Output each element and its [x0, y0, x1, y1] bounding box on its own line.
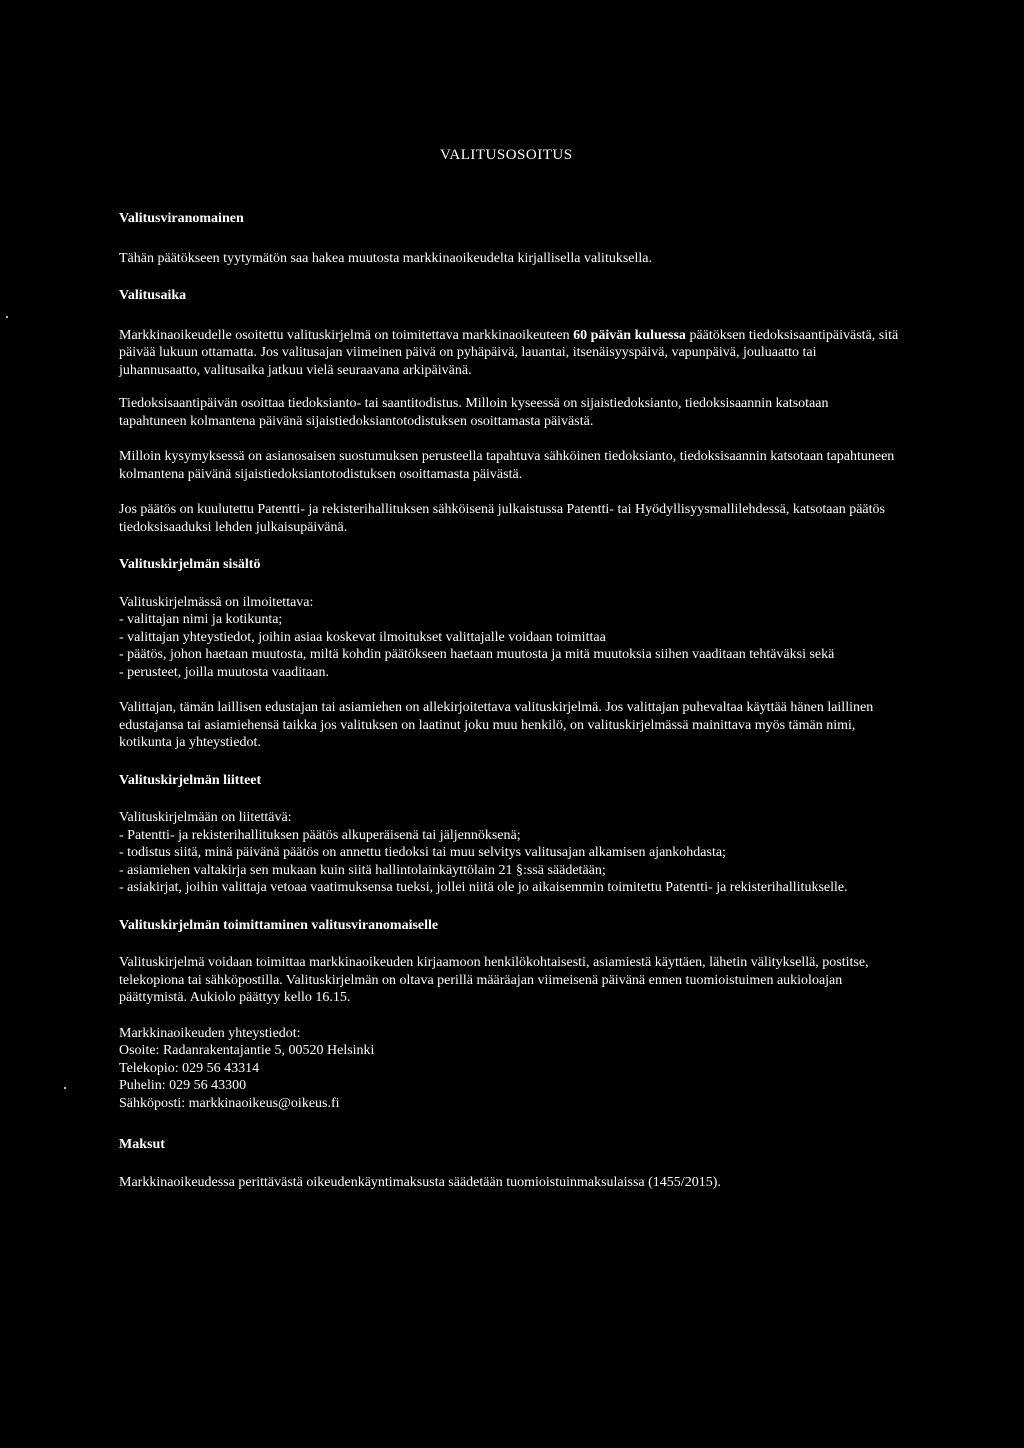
section-heading: Valituskirjelmän liitteet: [119, 772, 262, 788]
requirements-list: [119, 611, 899, 681]
section-heading: Valituskirjelmän sisältö: [119, 557, 261, 572]
contact-email: Sähköposti: markkinaoikeus@oikeus.fi: [119, 1095, 340, 1111]
contact-address: Osoite: Radanrakentajantie 5, 00520 Helsinki: [119, 1043, 375, 1058]
section-heading: Maksut: [119, 1137, 165, 1152]
section-liitteet: [119, 772, 899, 897]
section-toimittaminen: [119, 917, 899, 1113]
contact-fax: Telekopio: 029 56 43314: [119, 1060, 260, 1076]
section-sisalto: [119, 556, 899, 752]
paragraph: Valituskirjelmä voidaan toimittaa markkinaoikeuden kirjaamoon henkilökohtaisesti, asiamiestä käyttäen, lähetin välityksellä, postitse, telekopiona tai sähköpostilla. Valituskirjelmän on oltava perillä määräajan viimeisenä päivänä ennen tuomioistuimen aukioloajan päättymistä. Aukiolo päättyy kello 16.15.: [119, 955, 869, 1005]
section-heading: Valitusaika: [119, 288, 187, 303]
list-item: - asiakirjat, joihin valittaja vetoaa vaatimuksensa tueksi, jollei niitä ole jo aikaisemmin toimitettu Patentti- ja rekisterihallitukselle.: [119, 879, 899, 897]
section-maksut: [119, 1136, 899, 1191]
list-intro: Valituskirjelmässä on ilmoitettava:: [119, 594, 314, 610]
paragraph: Milloin kysymyksessä on asianosaisen suostumuksen perusteella tapahtuva sähköinen tiedoksianto, tiedoksisaannin katsotaan tapahtuneen kolmantena päivänä sijaistiedoksiantotodistuksen osoittamasta päivästä.: [119, 449, 895, 482]
paragraph: Markkinaoikeudelle osoitettu valituskirjelmä on toimitettava markkinaoikeuteen 60 päivän kuluessa päätöksen tiedoksisaantipäivästä, sitä päivää lukuun ottamatta. Jos valitusajan viimeinen päivä on pyhäpäivä, lauantai, itsenäisyyspäivä, vapunpäivä, jouluaatto tai juhannusaatto, valitusaika jatkuu vielä seuraavana arkipäivänä.: [119, 327, 899, 378]
section-heading: Valituskirjelmän toimittaminen valitusviranomaiselle: [119, 917, 439, 933]
paragraph: Jos päätös on kuulutettu Patentti- ja rekisterihallituksen sähköisenä julkaistussa Patentti- tai Hyödyllisyysmallilehdessä, katsotaan päätös tiedoksisaaduksi lehden julkaisupäivänä.: [119, 502, 885, 535]
paragraph: Markkinaoikeudessa perittävästä oikeudenkäyntimaksusta säädetään tuomioistuinmaksulaissa (1455/2015).: [119, 1174, 721, 1190]
document-body: [119, 210, 899, 1191]
list-item: - päätös, johon haetaan muutosta, miltä kohdin päätökseen haetaan muutosta ja mitä muutoksia siihen vaaditaan tehtäväksi sekä: [119, 646, 899, 664]
contact-phone: Puhelin: 029 56 43300: [119, 1078, 247, 1093]
contact-heading: Markkinaoikeuden yhteystiedot:: [119, 1025, 301, 1041]
list-item: - valittajan yhteystiedot, joihin asiaa koskevat ilmoitukset valittajalle voidaan toimittaa: [119, 629, 899, 647]
list-item: - asiamiehen valtakirja sen mukaan kuin siitä hallintolainkäyttölain 21 §:ssä säädetään;: [119, 862, 899, 880]
attachments-list: [119, 827, 899, 897]
paragraph: Tähän päätökseen tyytymätön saa hakea muutosta markkinaoikeudelta kirjallisella valituksella.: [119, 250, 652, 266]
section-valitusaika: [119, 287, 899, 536]
paragraph: Tiedoksisaantipäivän osoittaa tiedoksianto- tai saantitodistus. Milloin kyseessä on sijaistiedoksianto, tiedoksisaannin katsotaan tapahtuneen kolmantena päivänä sijaistiedoksiantotodistuksen osoittamasta päivästä.: [119, 396, 829, 429]
section-valitusviranomainen: [119, 210, 899, 267]
list-item: - Patentti- ja rekisterihallituksen päätös alkuperäisenä tai jäljennöksenä;: [119, 827, 899, 845]
section-heading: Valitusviranomainen: [119, 211, 244, 226]
deadline-emphasis: 60 päivän kuluessa: [573, 327, 686, 343]
document-title: VALITUSOSOITUS: [440, 147, 573, 163]
contact-info: [119, 1025, 899, 1113]
scan-speck: [6, 316, 8, 318]
scan-speck: [64, 1087, 66, 1089]
list-item: - perusteet, joilla muutosta vaaditaan.: [119, 664, 899, 682]
paragraph: Valittajan, tämän laillisen edustajan tai asiamiehen on allekirjoitettava valituskirjelmä. Jos valittajan puhevaltaa käyttää hänen laillinen edustajansa tai asiamiehensä taikka jos valituksen on laatinut joku muu henkilö, on valituskirjelmässä mainittava myös tämän nimi, kotikunta ja yhteystiedot.: [119, 700, 874, 750]
list-item: - todistus siitä, minä päivänä päätös on annettu tiedoksi tai muu selvitys valitusajan alkamisen ajankohdasta;: [119, 844, 899, 862]
list-item: - valittajan nimi ja kotikunta;: [119, 611, 899, 629]
list-intro: Valituskirjelmään on liitettävä:: [119, 810, 292, 825]
